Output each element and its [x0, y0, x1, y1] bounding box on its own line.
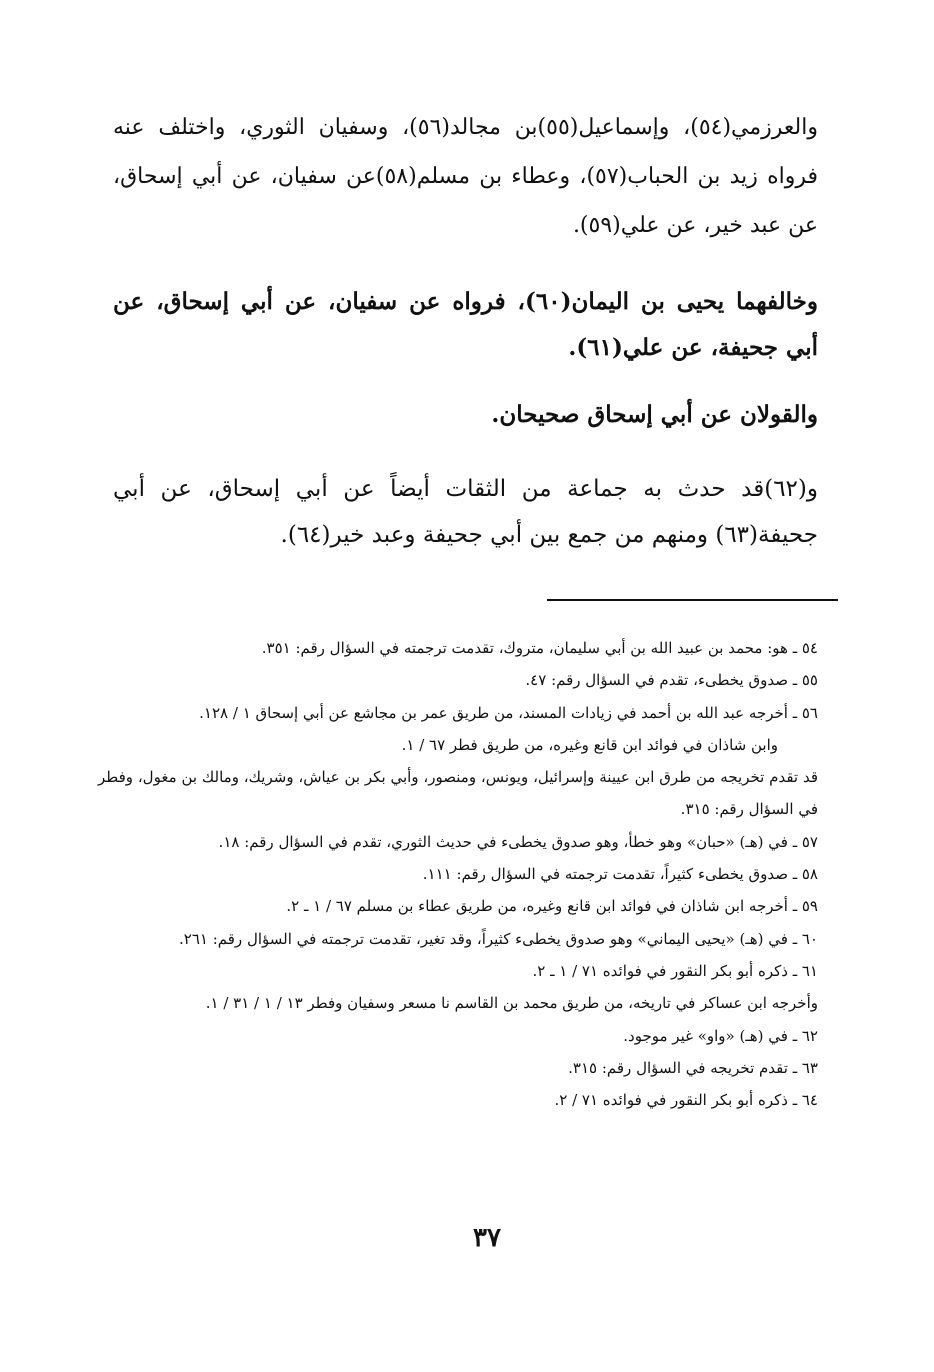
footnote-63: ٦٣ ـ تقدم تخريجه في السؤال رقم: ٣١٥. — [568, 1058, 818, 1077]
footnote-58: ٥٨ ـ صدوق يخطىء كثيراً، تقدمت ترجمته في السؤال رقم: ١١١. — [422, 865, 818, 884]
footnote-54: ٥٤ ـ هو: محمد بن عبيد الله بن أبي سليمان، متروك، تقدمت ترجمته في السؤال رقم: ٣٥١. — [261, 639, 818, 657]
footnote-separator — [547, 599, 838, 601]
footnote-56-continuation: وابن شاذان في فوائد ابن قانع وغيره، من طريق فطر ٦٧ / ١. — [401, 735, 778, 754]
footnote-57: ٥٧ ـ في (هـ) «حبان» وهو خطأ، وهو صدوق يخطىء في حديث الثوري، تقدم في السؤال رقم: ١٨. — [218, 832, 818, 851]
footnote-61: ٦١ ـ ذكره أبو بكر النقور في فوائده ٧١ / ١ ـ ٢. — [532, 961, 818, 980]
body-paragraph-3: والقولان عن أبي إسحاق صحيحان. — [491, 401, 818, 428]
footnote-61-continuation: وأخرجه ابن عساكر في تاريخه، من طريق محمد بن القاسم نا مسعر وسفيان وفطر ١٣ / ١ / ٣١ / ١. — [205, 994, 818, 1013]
footnotes-list — [98, 632, 818, 1116]
page-number: ٣٧ — [473, 1223, 501, 1253]
footnote-62: ٦٢ ـ في (هـ) «واو» غير موجود. — [623, 1026, 818, 1045]
footnote-64: ٦٤ ـ ذكره أبو بكر النقور في فوائده ٧١ / ٢. — [554, 1091, 818, 1110]
body-paragraph-2: وخالفهما يحيى بن اليمان(٦٠)، فرواه عن سفيان، عن أبي إسحاق، عن أبي جحيفة، عن علي(٦١). — [113, 288, 818, 361]
footnote-56: ٥٦ ـ أخرجه عبد الله بن أحمد في زيادات المسند، من طريق عمر بن مجاشع عن أبي إسحاق ١ / ١٢٨. — [199, 703, 818, 722]
footnote-59: ٥٩ ـ أخرجه ابن شاذان في فوائد ابن قانع وغيره، من طريق عطاء بن مسلم ٦٧ / ١ ـ ٢. — [286, 897, 818, 916]
body-paragraph-4: و(٦٢)قد حدث به جماعة من الثقات أيضاً عن أبي إسحاق، عن أبي جحيفة(٦٣) ومنهم من جمع بين أبي جحيفة وعبد خير(٦٤). — [113, 476, 818, 548]
footnote-55: ٥٥ ـ صدوق يخطىء، تقدم في السؤال رقم: ٤٧. — [525, 671, 818, 690]
footnote-56-note: قد تقدم تخريجه من طرق ابن عيينة وإسرائيل، ويونس، ومنصور، وأبي بكر بن عياش، وشريك، ومالك بن مغول، وفطر في السؤال رقم: ٣١٥. — [98, 768, 818, 819]
body-paragraph-1: والعرزمي(٥٤)، وإسماعيل(٥٥)بن مجالد(٥٦)، وسفيان الثوري، واختلف عنه فرواه زيد بن الحباب(٥٧)، وعطاء بن مسلم(٥٨)عن سفيان، عن أبي إسحاق، عن عبد خير، عن علي(٥٩). — [113, 115, 818, 238]
footnote-60: ٦٠ ـ في (هـ) «يحيى اليماني» وهو صدوق يخطىء كثيراً، وقد تغير، تقدمت ترجمته في السؤال رقم: ٢٦١. — [179, 929, 818, 948]
